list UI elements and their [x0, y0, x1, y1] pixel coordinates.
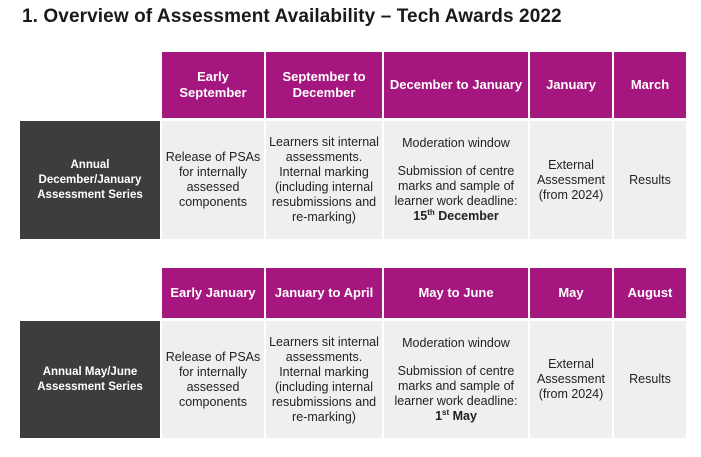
header-may: May — [530, 268, 612, 318]
header-march: March — [614, 52, 686, 118]
results-cell: Results — [614, 321, 686, 438]
header-september-to-december: September to December — [266, 52, 382, 118]
moderation-body: Submission of centre marks and sample of learner work deadline: — [394, 363, 518, 408]
header-early-january: Early January — [162, 268, 264, 318]
external-assessment-cell: External Assessment (from 2024) — [530, 321, 612, 438]
page-title: 1. Overview of Assessment Availability – Tech Awards 2022 — [22, 6, 562, 27]
deadline-suffix: th — [427, 207, 435, 217]
internal-assessment-cell: Learners sit internal assessments. Internal marking (including internal resubmissions and re-marking) — [266, 321, 382, 438]
series-label-dec-jan: Annual December/January Assessment Series — [20, 121, 160, 239]
header-early-september: Early September — [162, 52, 264, 118]
moderation-window-cell — [384, 321, 528, 438]
moderation-title: Moderation window — [402, 335, 510, 350]
moderation-deadline — [413, 209, 498, 224]
external-assessment-cell: External Assessment (from 2024) — [530, 121, 612, 239]
deadline-month: December — [434, 209, 499, 223]
header-may-to-june: May to June — [384, 268, 528, 318]
moderation-title: Moderation window — [402, 136, 510, 150]
deadline-month: May — [449, 408, 477, 423]
moderation-deadline — [435, 409, 477, 424]
header-august: August — [614, 268, 686, 318]
deadline-day: 1 — [435, 408, 443, 423]
header-december-to-january: December to January — [384, 52, 528, 118]
results-cell: Results — [614, 121, 686, 239]
moderation-body: Submission of centre marks and sample of learner work deadline: — [394, 164, 518, 208]
psa-release-cell: Release of PSAs for internally assessed components — [162, 121, 264, 239]
internal-assessment-cell: Learners sit internal assessments. Internal marking (including internal resubmissions and re-marking) — [266, 121, 382, 239]
header-january-to-april: January to April — [266, 268, 382, 318]
header-january: January — [530, 52, 612, 118]
deadline-day: 15 — [413, 209, 428, 223]
psa-release-cell: Release of PSAs for internally assessed components — [162, 321, 264, 438]
series-label-may-jun: Annual May/June Assessment Series — [20, 321, 160, 438]
moderation-window-cell — [384, 121, 528, 239]
deadline-suffix: st — [442, 407, 450, 417]
